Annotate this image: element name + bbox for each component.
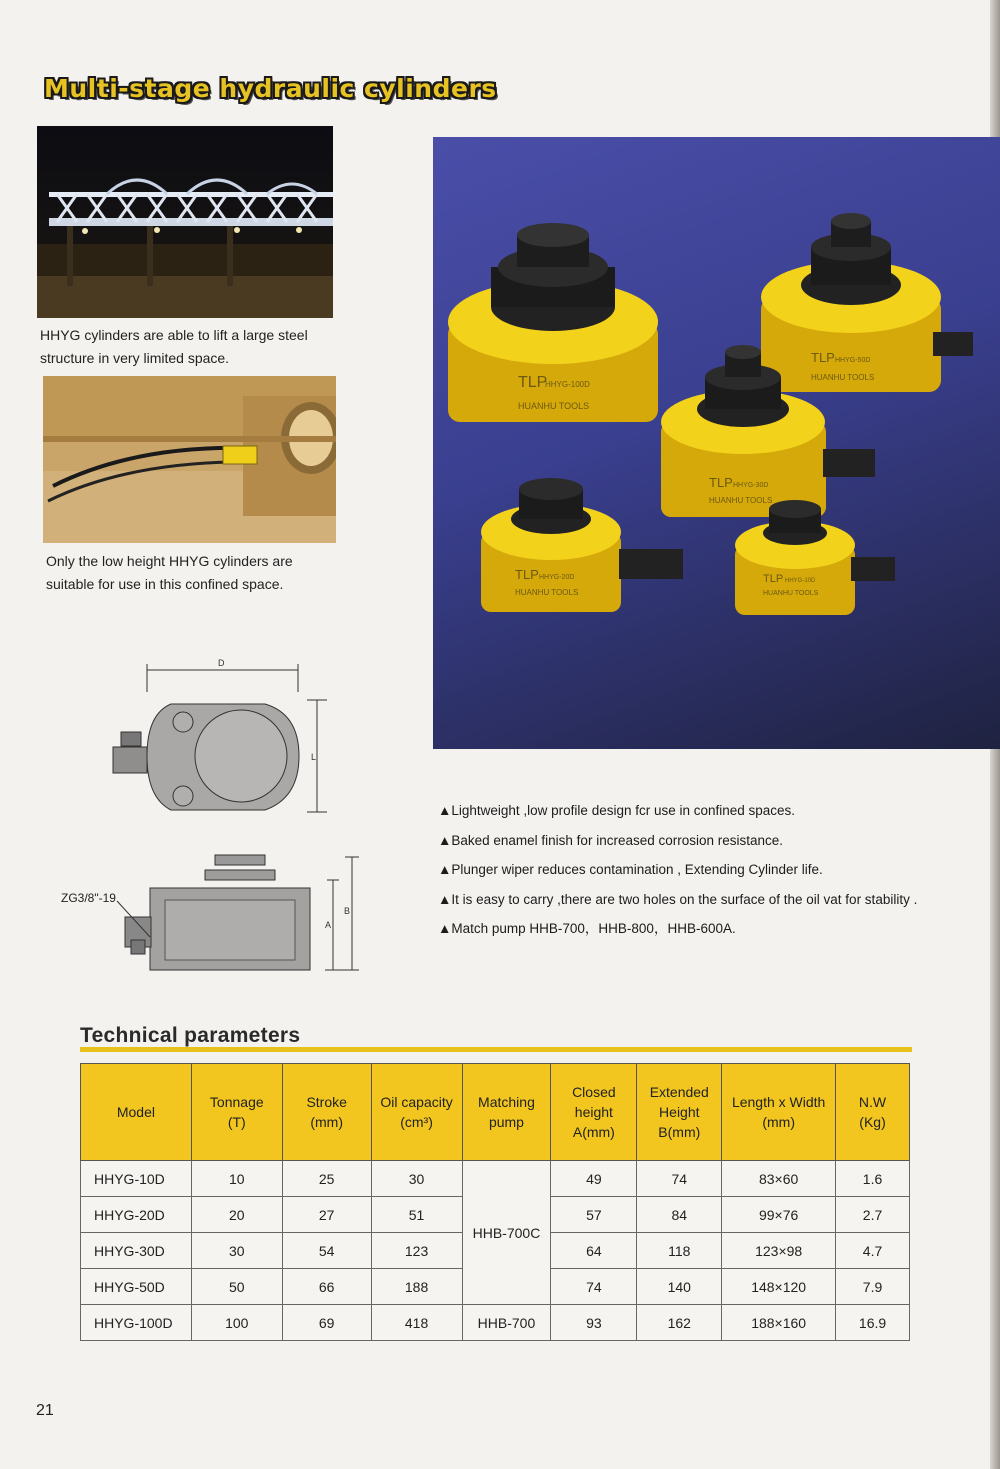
- cylinder-small-left-brand: TLP: [515, 567, 539, 582]
- cylinder-small-right-brand: TLP: [763, 573, 784, 585]
- header-length-width: Length x Width (mm): [722, 1064, 836, 1161]
- cylinder-large: [448, 223, 658, 422]
- feature-item: ▲Plunger wiper reduces contamination , Extending Cylinder life.: [438, 862, 823, 877]
- bridge-caption-line1: HHYG cylinders are able to lift a large steel: [40, 327, 308, 343]
- table-row: [81, 1305, 910, 1341]
- cell-closed: 64: [551, 1233, 637, 1269]
- cell-tonnage: 20: [191, 1197, 282, 1233]
- header-extended: Extended Height B(mm): [637, 1064, 722, 1161]
- cell-oil: 51: [371, 1197, 462, 1233]
- confined-caption: [46, 550, 346, 596]
- cell-closed: 49: [551, 1161, 637, 1197]
- confined-space-image: [43, 376, 336, 543]
- cell-model: HHYG-50D: [81, 1269, 192, 1305]
- cell-tonnage: 10: [191, 1161, 282, 1197]
- table-header-row: [81, 1064, 910, 1161]
- cell-nw: 2.7: [836, 1197, 910, 1233]
- feature-item: ▲Lightweight ,low profile design fcr use in confined spaces.: [438, 803, 796, 818]
- port-label: ZG3/8"-19: [61, 891, 116, 905]
- dim-b-label: B: [344, 906, 351, 916]
- cell-pump-group: HHB-700C: [462, 1161, 551, 1305]
- header-stroke: Stroke (mm): [282, 1064, 371, 1161]
- confined-caption-line1: Only the low height HHYG cylinders are: [46, 553, 293, 569]
- feature-item: ▲It is easy to carry ,there are two holes on the surface of the oil vat for stability .: [438, 891, 918, 907]
- header-nw: N.W (Kg): [836, 1064, 910, 1161]
- cell-oil: 188: [371, 1269, 462, 1305]
- cylinder-large-maker: HUANHU TOOLS: [518, 401, 590, 411]
- dim-d-label: D: [218, 658, 225, 668]
- cell-pump: HHB-700: [462, 1305, 551, 1341]
- dim-l-label: L: [311, 752, 317, 762]
- cell-lw: 99×76: [722, 1197, 836, 1233]
- cell-nw: 4.7: [836, 1233, 910, 1269]
- cell-tonnage: 100: [191, 1305, 282, 1341]
- cylinders-image: [433, 137, 1000, 749]
- header-model: Model: [81, 1064, 192, 1161]
- cylinder-middle-brand: TLP: [709, 475, 733, 490]
- cylinder-right-model: HHYG-50D: [835, 357, 871, 364]
- table-row: [81, 1161, 910, 1197]
- header-tonnage: Tonnage (T): [191, 1064, 282, 1161]
- product-photo: [433, 137, 1000, 749]
- feature-item: ▲Match pump HHB-700，HHB-800，HHB-600A.: [438, 921, 736, 936]
- header-closed: Closed height A(mm): [551, 1064, 637, 1161]
- confined-space-photo: [43, 376, 336, 543]
- cell-tonnage: 50: [191, 1269, 282, 1305]
- cell-oil: 123: [371, 1233, 462, 1269]
- cell-model: HHYG-30D: [81, 1233, 192, 1269]
- cylinder-large-brand: TLP: [518, 374, 548, 391]
- cylinder-small-right-model: HHYG-10D: [785, 578, 816, 584]
- cell-stroke: 54: [282, 1233, 371, 1269]
- bridge-caption-line2: structure in very limited space.: [40, 350, 230, 366]
- bridge-photo: [37, 126, 333, 318]
- cell-stroke: 66: [282, 1269, 371, 1305]
- section-title: Technical parameters: [80, 1024, 301, 1047]
- cell-closed: 74: [551, 1269, 637, 1305]
- cell-extended: 118: [637, 1233, 722, 1269]
- cell-model: HHYG-100D: [81, 1305, 192, 1341]
- cell-extended: 140: [637, 1269, 722, 1305]
- cylinder-right-brand: TLP: [811, 350, 835, 365]
- page-number: 21: [36, 1402, 54, 1419]
- page-title: Multi-stage hydraulic cylinders: [44, 74, 497, 103]
- section-rule: [80, 1047, 912, 1052]
- spec-table: [80, 1063, 910, 1341]
- cylinder-small-left-maker: HUANHU TOOLS: [515, 588, 579, 597]
- cylinder-medium-right: [761, 213, 973, 392]
- cell-model: HHYG-20D: [81, 1197, 192, 1233]
- cylinder-small-right-maker: HUANHU TOOLS: [763, 590, 819, 597]
- cell-oil: 30: [371, 1161, 462, 1197]
- cell-lw: 188×160: [722, 1305, 836, 1341]
- feature-item: ▲Baked enamel finish for increased corrosion resistance.: [438, 832, 784, 848]
- cell-model: HHYG-10D: [81, 1161, 192, 1197]
- cylinder-small-right: [735, 500, 895, 615]
- confined-caption-line2: suitable for use in this confined space.: [46, 576, 284, 592]
- cell-extended: 84: [637, 1197, 722, 1233]
- feature-list: [438, 796, 917, 944]
- cell-oil: 418: [371, 1305, 462, 1341]
- cell-tonnage: 30: [191, 1233, 282, 1269]
- header-pump: Matching pump: [462, 1064, 551, 1161]
- bridge-night-image: [37, 126, 333, 318]
- cylinder-small-left-model: HHYG-20D: [539, 574, 575, 581]
- cell-nw: 7.9: [836, 1269, 910, 1305]
- cell-lw: 148×120: [722, 1269, 836, 1305]
- cylinder-small-left: [481, 478, 683, 612]
- technical-drawing: [55, 652, 375, 982]
- cylinder-middle-maker: HUANHU TOOLS: [709, 496, 773, 505]
- cylinder-drawing: [55, 652, 375, 982]
- cell-extended: 74: [637, 1161, 722, 1197]
- cylinder-large-model: HHYG-100D: [545, 380, 590, 389]
- header-oil: Oil capacity (cm³): [371, 1064, 462, 1161]
- dim-a-label: A: [325, 920, 332, 930]
- cell-nw: 1.6: [836, 1161, 910, 1197]
- cell-closed: 57: [551, 1197, 637, 1233]
- cell-stroke: 27: [282, 1197, 371, 1233]
- cell-stroke: 25: [282, 1161, 371, 1197]
- cell-lw: 123×98: [722, 1233, 836, 1269]
- cell-stroke: 69: [282, 1305, 371, 1341]
- cell-lw: 83×60: [722, 1161, 836, 1197]
- cylinder-middle-model: HHYG-30D: [733, 482, 769, 489]
- cell-extended: 162: [637, 1305, 722, 1341]
- cylinder-right-maker: HUANHU TOOLS: [811, 373, 875, 382]
- cell-nw: 16.9: [836, 1305, 910, 1341]
- cell-closed: 93: [551, 1305, 637, 1341]
- bridge-caption: [40, 324, 340, 370]
